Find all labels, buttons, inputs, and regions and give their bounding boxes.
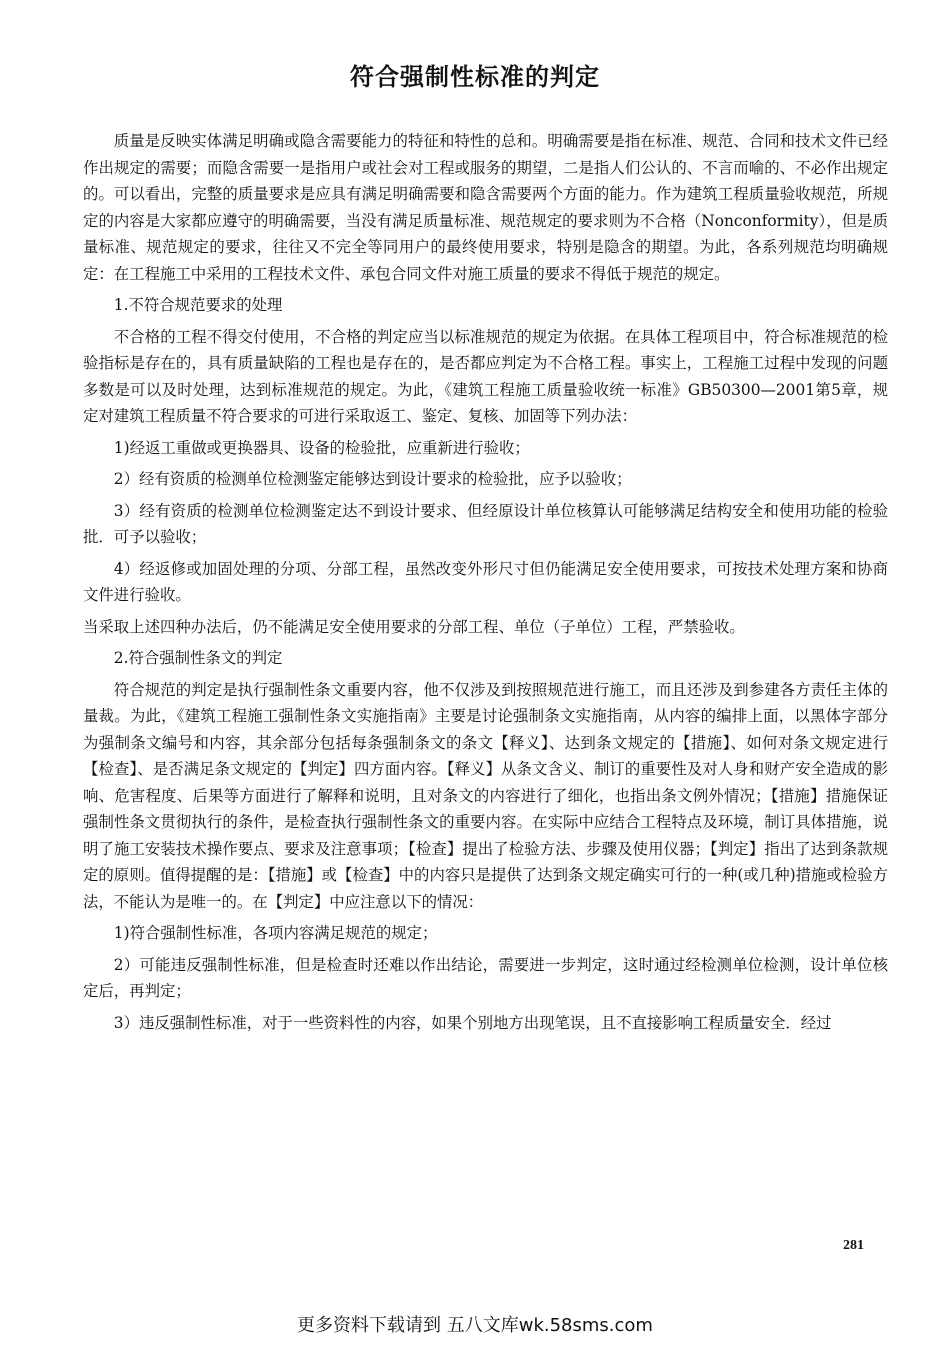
list-item-1-1: 1)经返工重做或更换器具、设备的检验批，应重新进行验收； [113, 438, 530, 457]
paragraph-conclusion-1: 当采取上述四种办法后，仍不能满足安全使用要求的分部工程、单位（子单位）工程，严禁验收。 [83, 617, 745, 636]
paragraph-intro: 质量是反映实体满足明确或隐含需要能力的特征和特性的总和。明确需要是指在标准、规范、合同和技术文件已经作出规定的需要；而隐含需要一是指用户或社会对工程或服务的期望，二是指人们公认的、不言而喻的、不必作出规定的。可以看出，完整的质量要求是应具有满足明确需要和隐含需要两个方面的能力。作为建筑工程质量验收规范，所规定的内容是大家都应遵守的明确需要，当没有满足质量标准、规范规定的要求则为不合格（Nonconformity），但是质量标准、规范规定的要求，往往又不完全等同用户的最终使用要求，特别是隐含的期望。为此，各系列规范均明确规定：在工程施工中采用的工程技术文件、承包合同文件对施工质量的要求不得低于规范的规定。 [83, 132, 888, 283]
document-body [83, 128, 888, 1036]
page-title: 符合强制性标准的判定 [350, 62, 600, 91]
list-item-1-3: 3）经有资质的检测单位检测鉴定达不到设计要求、但经原设计单位核算认可能够满足结构安全和使用功能的检验批．可予以验收； [83, 501, 888, 546]
list-item-1-4: 4）经返修或加固处理的分项、分部工程，虽然改变外形尺寸但仍能满足安全使用要求，可按技术处理方案和协商文件进行验收。 [83, 559, 888, 604]
list-item-2-1: 1)符合强制性标准，各项内容满足规范的规定； [113, 924, 438, 942]
paragraph-section-1: 不合格的工程不得交付使用，不合格的判定应当以标准规范的规定为依据。在具体工程项目中，符合标准规范的检验指标是存在的，具有质量缺陷的工程也是存在的，是否都应判定为不合格工程。事实上，工程施工过程中发现的问题多数是可以及时处理，达到标准规范的规定。为此，《建筑工程施工质量验收统一标准》GB50300—2001第5章，规定对建筑工程质量不符合要求的可进行采取返工、鉴定、复核、加固等下列办法： [83, 327, 888, 425]
list-item-1-2: 2）经有资质的检测单位检测鉴定能够达到设计要求的检验批，应予以验收； [113, 470, 632, 488]
section-heading-2: 2.符合强制性条文的判定 [113, 649, 283, 667]
list-item-2-3: 3）违反强制性标准，对于一些资料性的内容，如果个别地方出现笔误，且不直接影响工程质量安全．经过 [113, 1013, 832, 1032]
section-heading-1: 1.不符合规范要求的处理 [113, 296, 283, 314]
paragraph-section-2: 符合规范的判定是执行强制性条文重要内容，他不仅涉及到按照规范进行施工，而且还涉及到参建各方责任主体的量裁。为此，《建筑工程施工强制性条文实施指南》主要是讨论强制条文实施指南，从内容的编排上面，以黑体字部分为强制条文编号和内容，其余部分包括每条强制条文的条文【释义】、达到条文规定的【措施】、如何对条文规定进行【检查】、是否满足条文规定的【判定】四方面内容。【释义】从条文含义、制订的重要性及对人身和财产安全造成的影响、危害程度、后果等方面进行了解释和说明，且对条文的内容进行了细化，也指出条文例外情况；【措施】措施保证强制性条文贯彻执行的条件，是检查执行强制性条文的重要内容。在实际中应结合工程特点及环境，制订具体措施，说明了施工安装技术操作要点、要求及注意事项；【检查】提出了检验方法、步骤及使用仪器；【判定】指出了达到条款规定的原则。值得提醒的是：【措施】或【检查】中的内容只是提供了达到条文规定确实可行的一种(或几种)措施或检验方法，不能认为是唯一的。在【判定】中应注意以下的情况： [83, 680, 888, 911]
list-item-2-2: 2）可能违反强制性标准，但是检查时还难以作出结论，需要进一步判定，这时通过经检测单位检测，设计单位核定后，再判定； [83, 955, 888, 1000]
footer-watermark: 更多资料下载请到 五八文库wk.58sms.com [297, 1315, 653, 1336]
page-number: 281 [843, 1238, 864, 1253]
